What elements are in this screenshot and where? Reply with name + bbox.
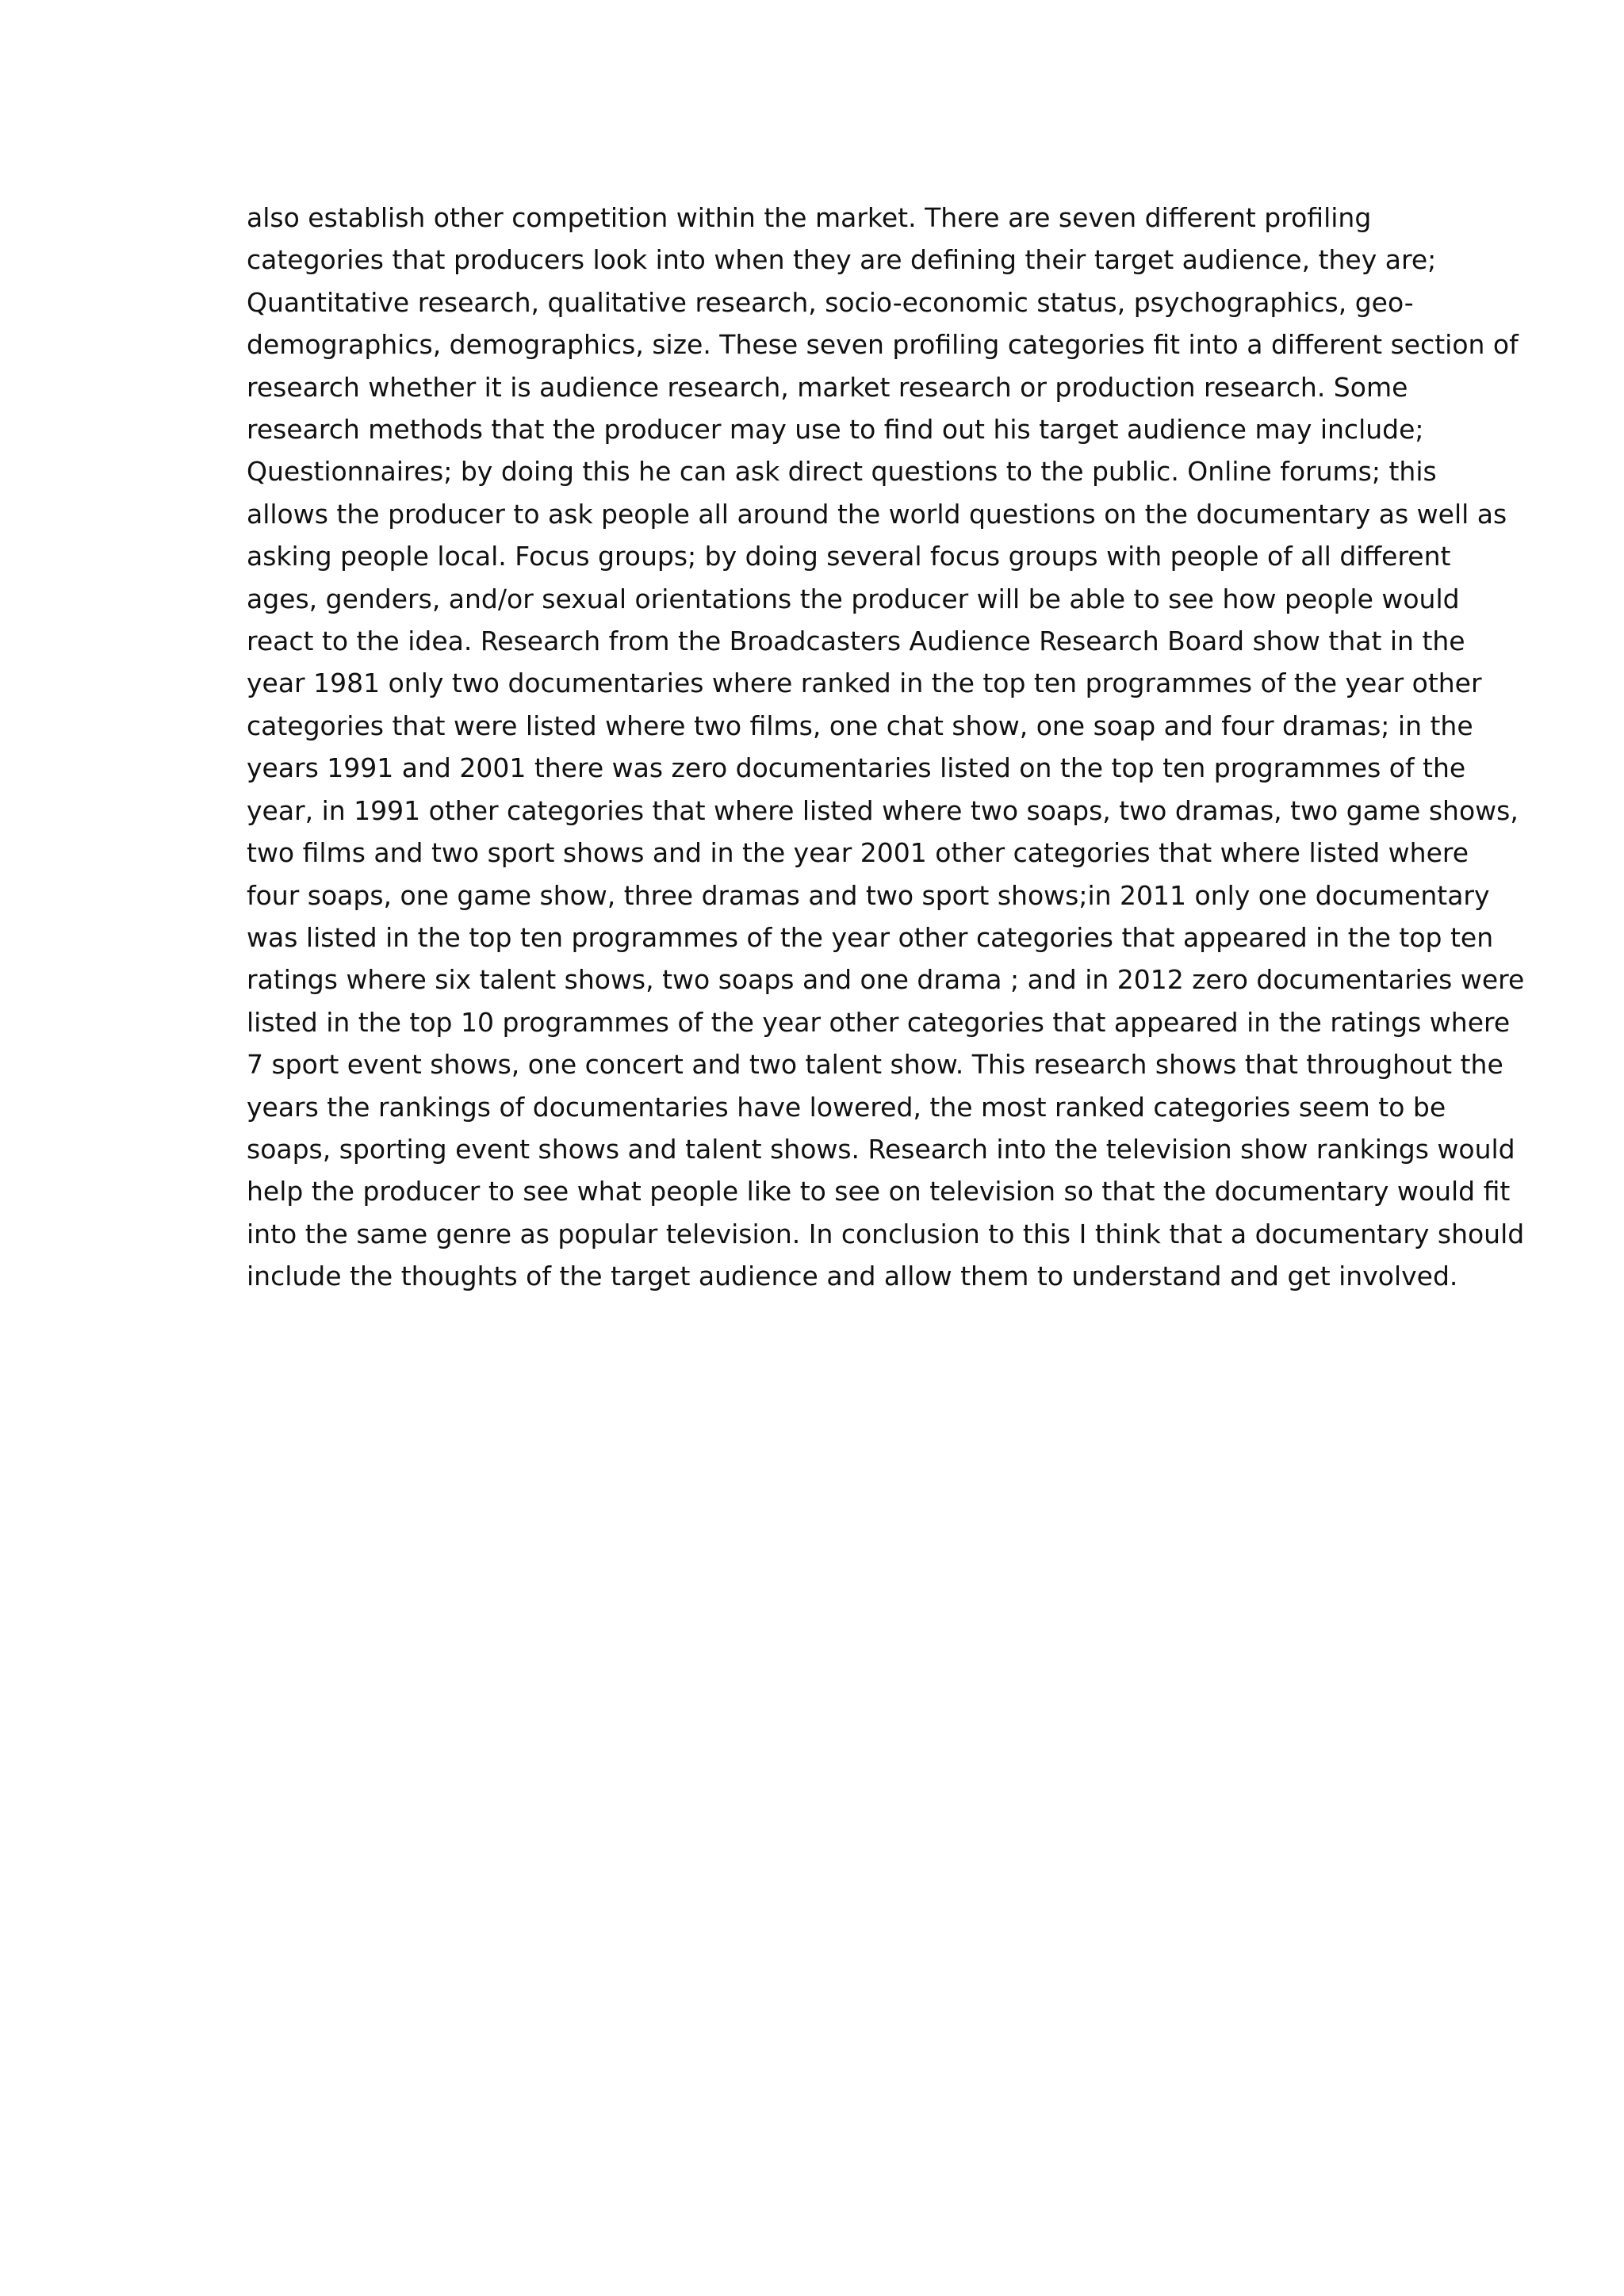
text-line: include the thoughts of the target audience and allow them to understand and get involved.	[247, 1261, 1458, 1292]
text-line: Questionnaires; by doing this he can ask direct questions to the public. Online forums; this	[247, 456, 1437, 488]
text-line: categories that producers look into when they are defining their target audience, they are;	[247, 244, 1437, 276]
text-line: was listed in the top ten programmes of the year other categories that appeared in the top ten	[247, 921, 1494, 953]
text-line: research whether it is audience research, market research or production research. Some	[247, 371, 1408, 403]
text-line: into the same genre as popular television. In conclusion to this I think that a documentary should	[247, 1218, 1525, 1249]
text-line: also establish other competition within the market. There are seven different profiling	[247, 202, 1372, 233]
text-line: 7 sport event shows, one concert and two talent show. This research shows that throughout the	[247, 1049, 1503, 1081]
text-line: Quantitative research, qualitative research, socio-economic status, psychographics, geo-	[247, 286, 1414, 318]
text-line: demographics, demographics, size. These seven profiling categories fit into a different section of	[247, 329, 1519, 361]
text-line: year 1981 only two documentaries where ranked in the top ten programmes of the year other	[247, 668, 1482, 699]
text-line: years the rankings of documentaries have lowered, the most ranked categories seem to be	[247, 1091, 1446, 1123]
text-line: four soaps, one game show, three dramas and two sport shows;in 2011 only one documentary	[247, 879, 1490, 911]
text-line: react to the idea. Research from the Broadcasters Audience Research Board show that in the	[247, 626, 1465, 657]
body-paragraph	[247, 197, 1525, 1298]
text-line: research methods that the producer may use to find out his target audience may include;	[247, 414, 1424, 446]
text-line: ratings where six talent shows, two soaps and one drama ; and in 2012 zero documentaries were	[247, 964, 1525, 996]
text-line: years 1991 and 2001 there was zero documentaries listed on the top ten programmes of the	[247, 752, 1466, 784]
text-line: allows the producer to ask people all around the world questions on the documentary as well as	[247, 498, 1507, 530]
text-line: year, in 1991 other categories that where listed where two soaps, two dramas, two game shows,	[247, 794, 1519, 826]
text-line: soaps, sporting event shows and talent shows. Research into the television show rankings would	[247, 1133, 1515, 1165]
text-line: listed in the top 10 programmes of the year other categories that appeared in the ratings where	[247, 1006, 1511, 1038]
text-line: categories that were listed where two films, one chat show, one soap and four dramas; in the	[247, 710, 1473, 741]
text-line: help the producer to see what people like to see on television so that the documentary would fit	[247, 1176, 1511, 1207]
text-line: ages, genders, and/or sexual orientations the producer will be able to see how people would	[247, 583, 1460, 614]
text-line: two films and two sport shows and in the year 2001 other categories that where listed where	[247, 837, 1469, 869]
text-line: asking people local. Focus groups; by doing several focus groups with people of all different	[247, 541, 1451, 572]
